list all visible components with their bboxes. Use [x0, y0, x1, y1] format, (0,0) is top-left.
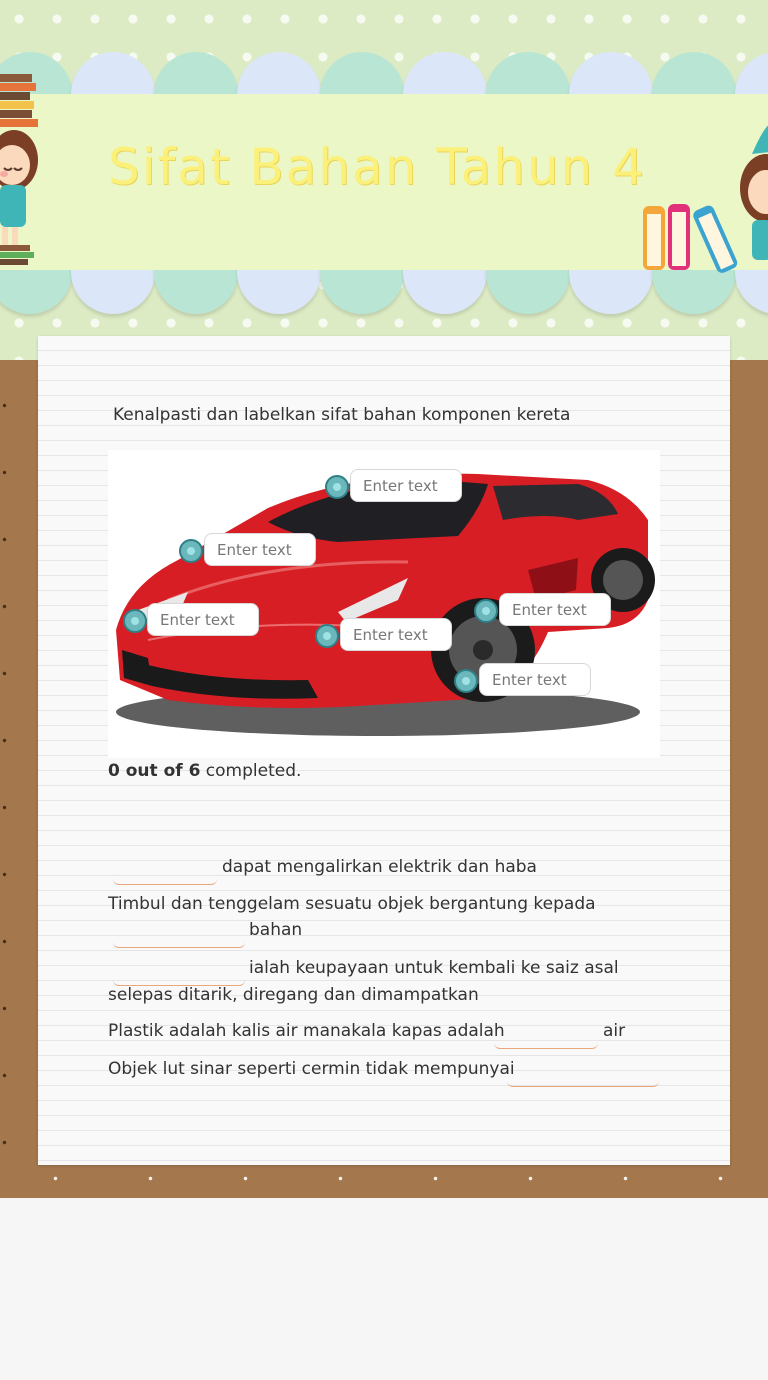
page-header: [0, 0, 768, 360]
hotspot-marker: [454, 669, 478, 693]
page-title: Sifat Bahan Tahun 4: [108, 138, 646, 196]
completion-count: 0 out of 6: [108, 761, 201, 781]
blank-input-5[interactable]: [507, 1062, 659, 1087]
question-1-text: dapat mengalirkan elektrik dan haba: [222, 857, 537, 877]
question-4-text: Plastik adalah kalis air manakala kapas adalah: [108, 1021, 505, 1041]
instruction-text: Kenalpasti dan labelkan sifat bahan komponen kereta: [113, 405, 571, 425]
question-4-suffix: air: [603, 1021, 626, 1041]
car-label-input-6[interactable]: [479, 663, 591, 696]
hotspot-marker: [315, 624, 339, 648]
car-label-input-4[interactable]: [499, 593, 611, 626]
blank-input-1[interactable]: [113, 860, 217, 885]
car-label-input-3[interactable]: [147, 603, 259, 636]
hotspot-marker: [123, 609, 147, 633]
completion-status: [108, 761, 301, 781]
question-2-text: Timbul dan tenggelam sesuatu objek bergantung kepada: [108, 894, 596, 914]
blank-input-2[interactable]: [113, 923, 245, 948]
girl-with-books-illustration: [0, 70, 42, 275]
question-2-suffix: bahan: [249, 920, 303, 940]
hotspot-marker: [474, 599, 498, 623]
blank-input-4[interactable]: [494, 1024, 598, 1049]
car-label-input-1[interactable]: [350, 469, 462, 502]
hotspot-marker: [179, 539, 203, 563]
question-5-text: Objek lut sinar seperti cermin tidak mempunyai: [108, 1059, 515, 1079]
blank-input-3[interactable]: [113, 961, 245, 986]
books-and-girl-illustration: [640, 118, 768, 274]
car-label-input-5[interactable]: [340, 618, 452, 651]
completion-suffix: completed.: [200, 761, 302, 781]
question-3-line2: selepas ditarik, diregang dan dimampatkan: [108, 985, 479, 1005]
hotspot-marker: [325, 475, 349, 499]
car-label-input-2[interactable]: [204, 533, 316, 566]
question-3-text: ialah keupayaan untuk kembali ke saiz asal: [249, 958, 619, 978]
